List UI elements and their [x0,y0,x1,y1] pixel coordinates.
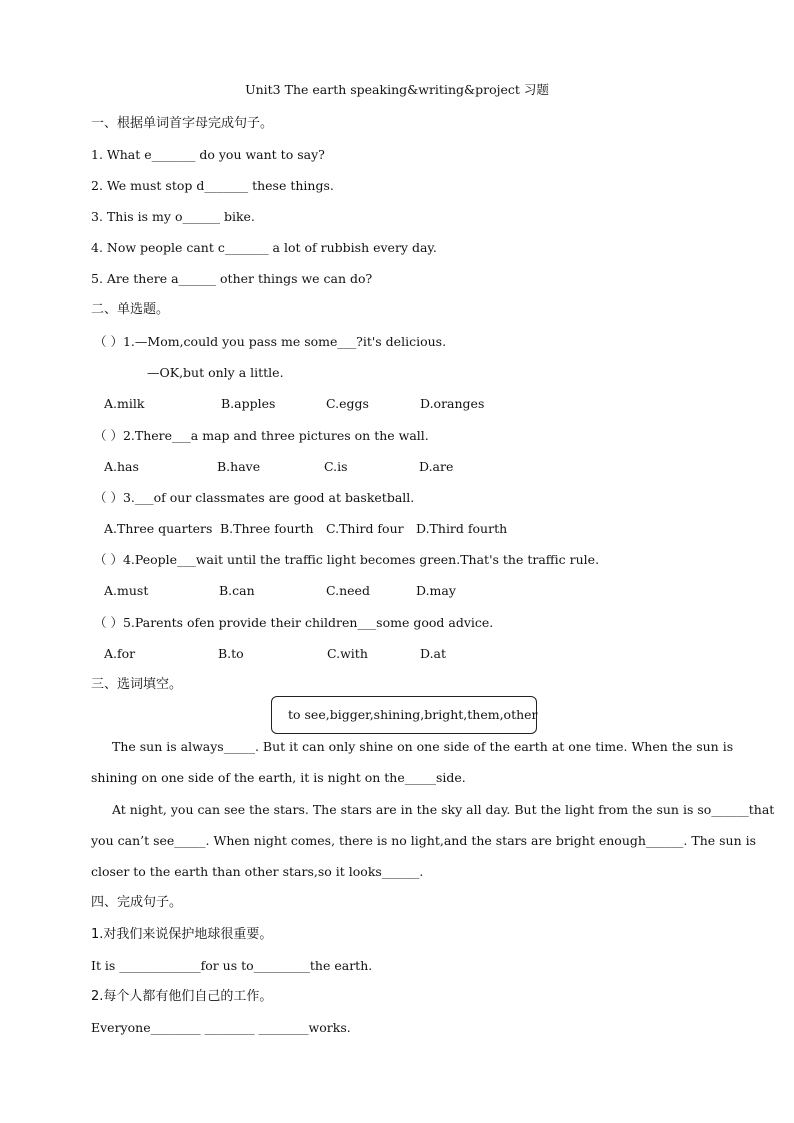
passage-p2-line-3: closer to the earth than other stars,so it looks______. [91,864,424,879]
q2-option-d: D.are [419,459,454,474]
section-4-heading: 四、完成句子。 [91,895,183,910]
s1-item-5: 5. Are there a______ other things we can do? [91,271,373,286]
q3-option-a: A.Three quarters [104,521,213,536]
section-3-heading: 三、选词填空。 [91,677,183,692]
q4-stem: （ ）4.People___wait until the traffic light becomes green.That's the traffic rule. [94,552,600,567]
q2-option-b: B.have [217,459,261,474]
section-1-heading: 一、根据单词首字母完成句子。 [91,116,274,131]
s1-item-1: 1. What e_______ do you want to say? [91,147,325,162]
passage-p2-line-1: At night, you can see the stars. The stars are in the sky all day. But the light from the sun is so______that [112,802,775,817]
q1-stem-reply: —OK,but only a little. [147,365,284,380]
s4-q1-english: It is _____________for us to_________the earth. [91,958,373,973]
q2-stem: （ ）2.There___a map and three pictures on the wall. [94,428,429,443]
page-title: Unit3 The earth speaking&writing&project 习题 [245,82,549,97]
s4-q2-chinese: 2.每个人都有他们自己的工作。 [91,989,273,1004]
q4-option-a: A.must [104,583,149,598]
s1-item-4: 4. Now people cant c_______ a lot of rubbish every day. [91,240,437,255]
q1-stem: （ ）1.—Mom,could you pass me some___?it's delicious. [94,334,447,349]
s4-q1-chinese: 1.对我们来说保护地球很重要。 [91,927,273,942]
q3-stem: （ ）3.___of our classmates are good at basketball. [94,490,415,505]
q5-option-d: D.at [420,646,447,661]
q4-option-b: B.can [219,583,255,598]
q5-stem: （ ）5.Parents ofen provide their children___some good advice. [94,615,494,630]
q3-option-b: B.Three fourth [220,521,314,536]
section-2-heading: 二、单选题。 [91,302,170,317]
q5-option-a: A.for [104,646,136,661]
q1-option-d: D.oranges [420,396,485,411]
q2-option-a: A.has [104,459,139,474]
s4-q2-english: Everyone________ ________ ________works. [91,1020,351,1035]
q5-option-b: B.to [218,646,244,661]
q1-option-c: C.eggs [326,396,369,411]
q5-option-c: C.with [327,646,368,661]
q3-option-d: D.Third fourth [416,521,508,536]
passage-p1-line-2: shining on one side of the earth, it is night on the_____side. [91,770,466,785]
passage-p1-line-1: The sun is always_____. But it can only shine on one side of the earth at one time. When the sun is [112,739,734,754]
q3-option-c: C.Third four [326,521,404,536]
q4-option-d: D.may [416,583,456,598]
passage-p2-line-2: you can’t see_____. When night comes, there is no light,and the stars are bright enough______. The sun is [91,833,757,848]
s1-item-2: 2. We must stop d_______ these things. [91,178,334,193]
q1-option-b: B.apples [221,396,276,411]
s1-item-3: 3. This is my o______ bike. [91,209,255,224]
q4-option-c: C.need [326,583,370,598]
word-bank-box: to see,bigger,shining,bright,them,other [271,696,537,734]
q2-option-c: C.is [324,459,348,474]
q1-option-a: A.milk [104,396,145,411]
